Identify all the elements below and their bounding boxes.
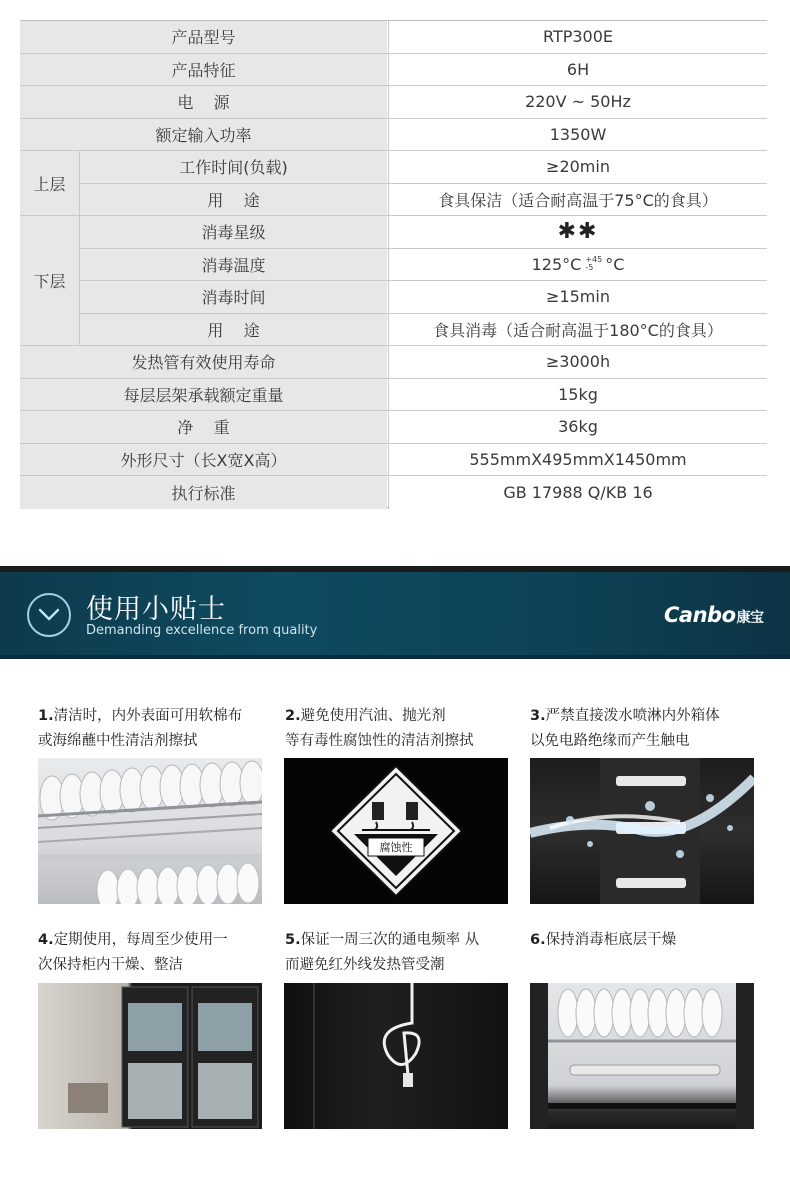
tip-number: 6.: [530, 932, 546, 948]
spec-row-upper-usage: [20, 184, 767, 217]
spec-value: RTP300E: [388, 21, 767, 53]
tip-1-text: [38, 704, 278, 754]
spec-label: 外形尺寸（长X宽X高）: [20, 444, 387, 476]
tip-line: 避免使用汽油、抛光剂: [300, 708, 446, 724]
spec-label: 用 途: [80, 314, 387, 346]
tip-6-text: [530, 928, 770, 953]
spec-row-model: [20, 21, 767, 54]
tip-number: 5.: [285, 932, 301, 948]
tip-line: 严禁直接泼水喷淋内外箱体: [545, 708, 720, 724]
spec-row-net-weight: [20, 411, 767, 444]
spec-value: GB 17988 Q/KB 16: [388, 476, 767, 509]
spec-value: 36kg: [388, 411, 767, 443]
tip-number: 2.: [285, 708, 301, 724]
spec-value: 1350W: [388, 119, 767, 151]
corrosive-label: 腐蚀性: [379, 841, 413, 854]
temp-tolerance: [585, 256, 602, 272]
spec-value: 220V ~ 50Hz: [388, 86, 767, 118]
tip-line: 保持消毒柜底层干燥: [545, 932, 677, 948]
spec-label: 发热管有效使用寿命: [20, 346, 387, 378]
spec-value: 15kg: [388, 379, 767, 411]
brand-cn: 康宝: [736, 610, 764, 626]
spec-value: 555mmX495mmX1450mm: [388, 444, 767, 476]
group-lower-label: 下层: [20, 216, 80, 346]
tip-line: 而避免红外线发热管受潮: [285, 957, 445, 973]
tip-number: 1.: [38, 708, 54, 724]
tip-number: 3.: [530, 708, 546, 724]
tip-4-text: [38, 928, 278, 978]
spec-label: 产品特征: [20, 54, 387, 86]
spec-label: 产品型号: [20, 21, 387, 53]
spec-row-disinfect-time: [20, 281, 767, 314]
spec-label: 消毒星级: [80, 216, 387, 248]
spec-label: 工作时间(负载): [80, 151, 387, 183]
banner-title: 使用小贴士: [86, 594, 226, 625]
group-upper-label: 上层: [20, 151, 80, 216]
spec-row-standard: [20, 476, 767, 509]
spec-label: 消毒温度: [80, 249, 387, 281]
tip-5-text: [285, 928, 525, 978]
spec-label: 消毒时间: [80, 281, 387, 313]
cabinet-bottom-photo: [530, 983, 754, 1129]
brand-name: Canbo: [664, 603, 736, 627]
spec-value: 食具保洁（适合耐高温于75°C的食具）: [388, 184, 767, 216]
spec-value: [388, 216, 767, 248]
spec-row-dimensions: [20, 444, 767, 477]
temp-unit: °C: [605, 254, 625, 274]
tol-minus: -5: [585, 263, 594, 273]
spec-label: 额定输入功率: [20, 119, 387, 151]
spec-value: ≥20min: [388, 151, 767, 183]
spec-row-feature: [20, 54, 767, 87]
water-splash-photo: [530, 758, 754, 904]
tol-plus: +45: [585, 255, 603, 265]
spec-row-work-time: [20, 151, 767, 184]
tip-line: 以免电路绝缘而产生触电: [530, 733, 690, 749]
spec-row-heater-life: [20, 346, 767, 379]
star-rating-icon: ✱✱: [557, 219, 599, 245]
tip-line: 或海绵蘸中性清洁剂擦拭: [38, 733, 198, 749]
tip-line: 定期使用，每周至少使用一: [53, 932, 228, 948]
spec-label: 净 重: [20, 411, 387, 443]
tip-line: 清洁时，内外表面可用软棉布: [53, 708, 243, 724]
spec-row-rack-load: [20, 379, 767, 412]
spec-label: 用 途: [80, 184, 387, 216]
banner-subtitle: Demanding excellence from quality: [86, 623, 318, 638]
tip-3-text: [530, 704, 770, 754]
tip-2-text: [285, 704, 525, 754]
spec-value: 食具消毒（适合耐高温于180°C的食具）: [388, 314, 767, 346]
spec-value: ≥15min: [388, 281, 767, 313]
spec-row-star-level: [20, 216, 767, 249]
spec-value: 6H: [388, 54, 767, 86]
spec-table: [20, 20, 767, 508]
chevron-down-circle-icon: [27, 593, 71, 637]
corrosive-sign-photo: [284, 758, 508, 904]
spec-value: [388, 249, 767, 281]
power-cord-photo: [284, 983, 508, 1129]
spec-row-power-source: [20, 86, 767, 119]
spec-row-lower-usage: [20, 314, 767, 347]
tip-line: 保证一周三次的通电频率 从: [300, 932, 480, 948]
tip-number: 4.: [38, 932, 54, 948]
spec-value: ≥3000h: [388, 346, 767, 378]
dish-rack-photo: [38, 758, 262, 904]
spec-label: 电 源: [20, 86, 387, 118]
cabinets-photo: [38, 983, 262, 1129]
temp-main: 125°C: [531, 254, 582, 274]
spec-row-rated-power: [20, 119, 767, 152]
tip-line: 等有毒性腐蚀性的清洁剂擦拭: [285, 733, 474, 749]
spec-label: 每层层架承载额定重量: [20, 379, 387, 411]
spec-row-disinfect-temp: [20, 249, 767, 282]
brand-logo: [664, 603, 764, 627]
tip-line: 次保持柜内干燥、整洁: [38, 957, 183, 973]
spec-label: 执行标准: [20, 476, 387, 509]
